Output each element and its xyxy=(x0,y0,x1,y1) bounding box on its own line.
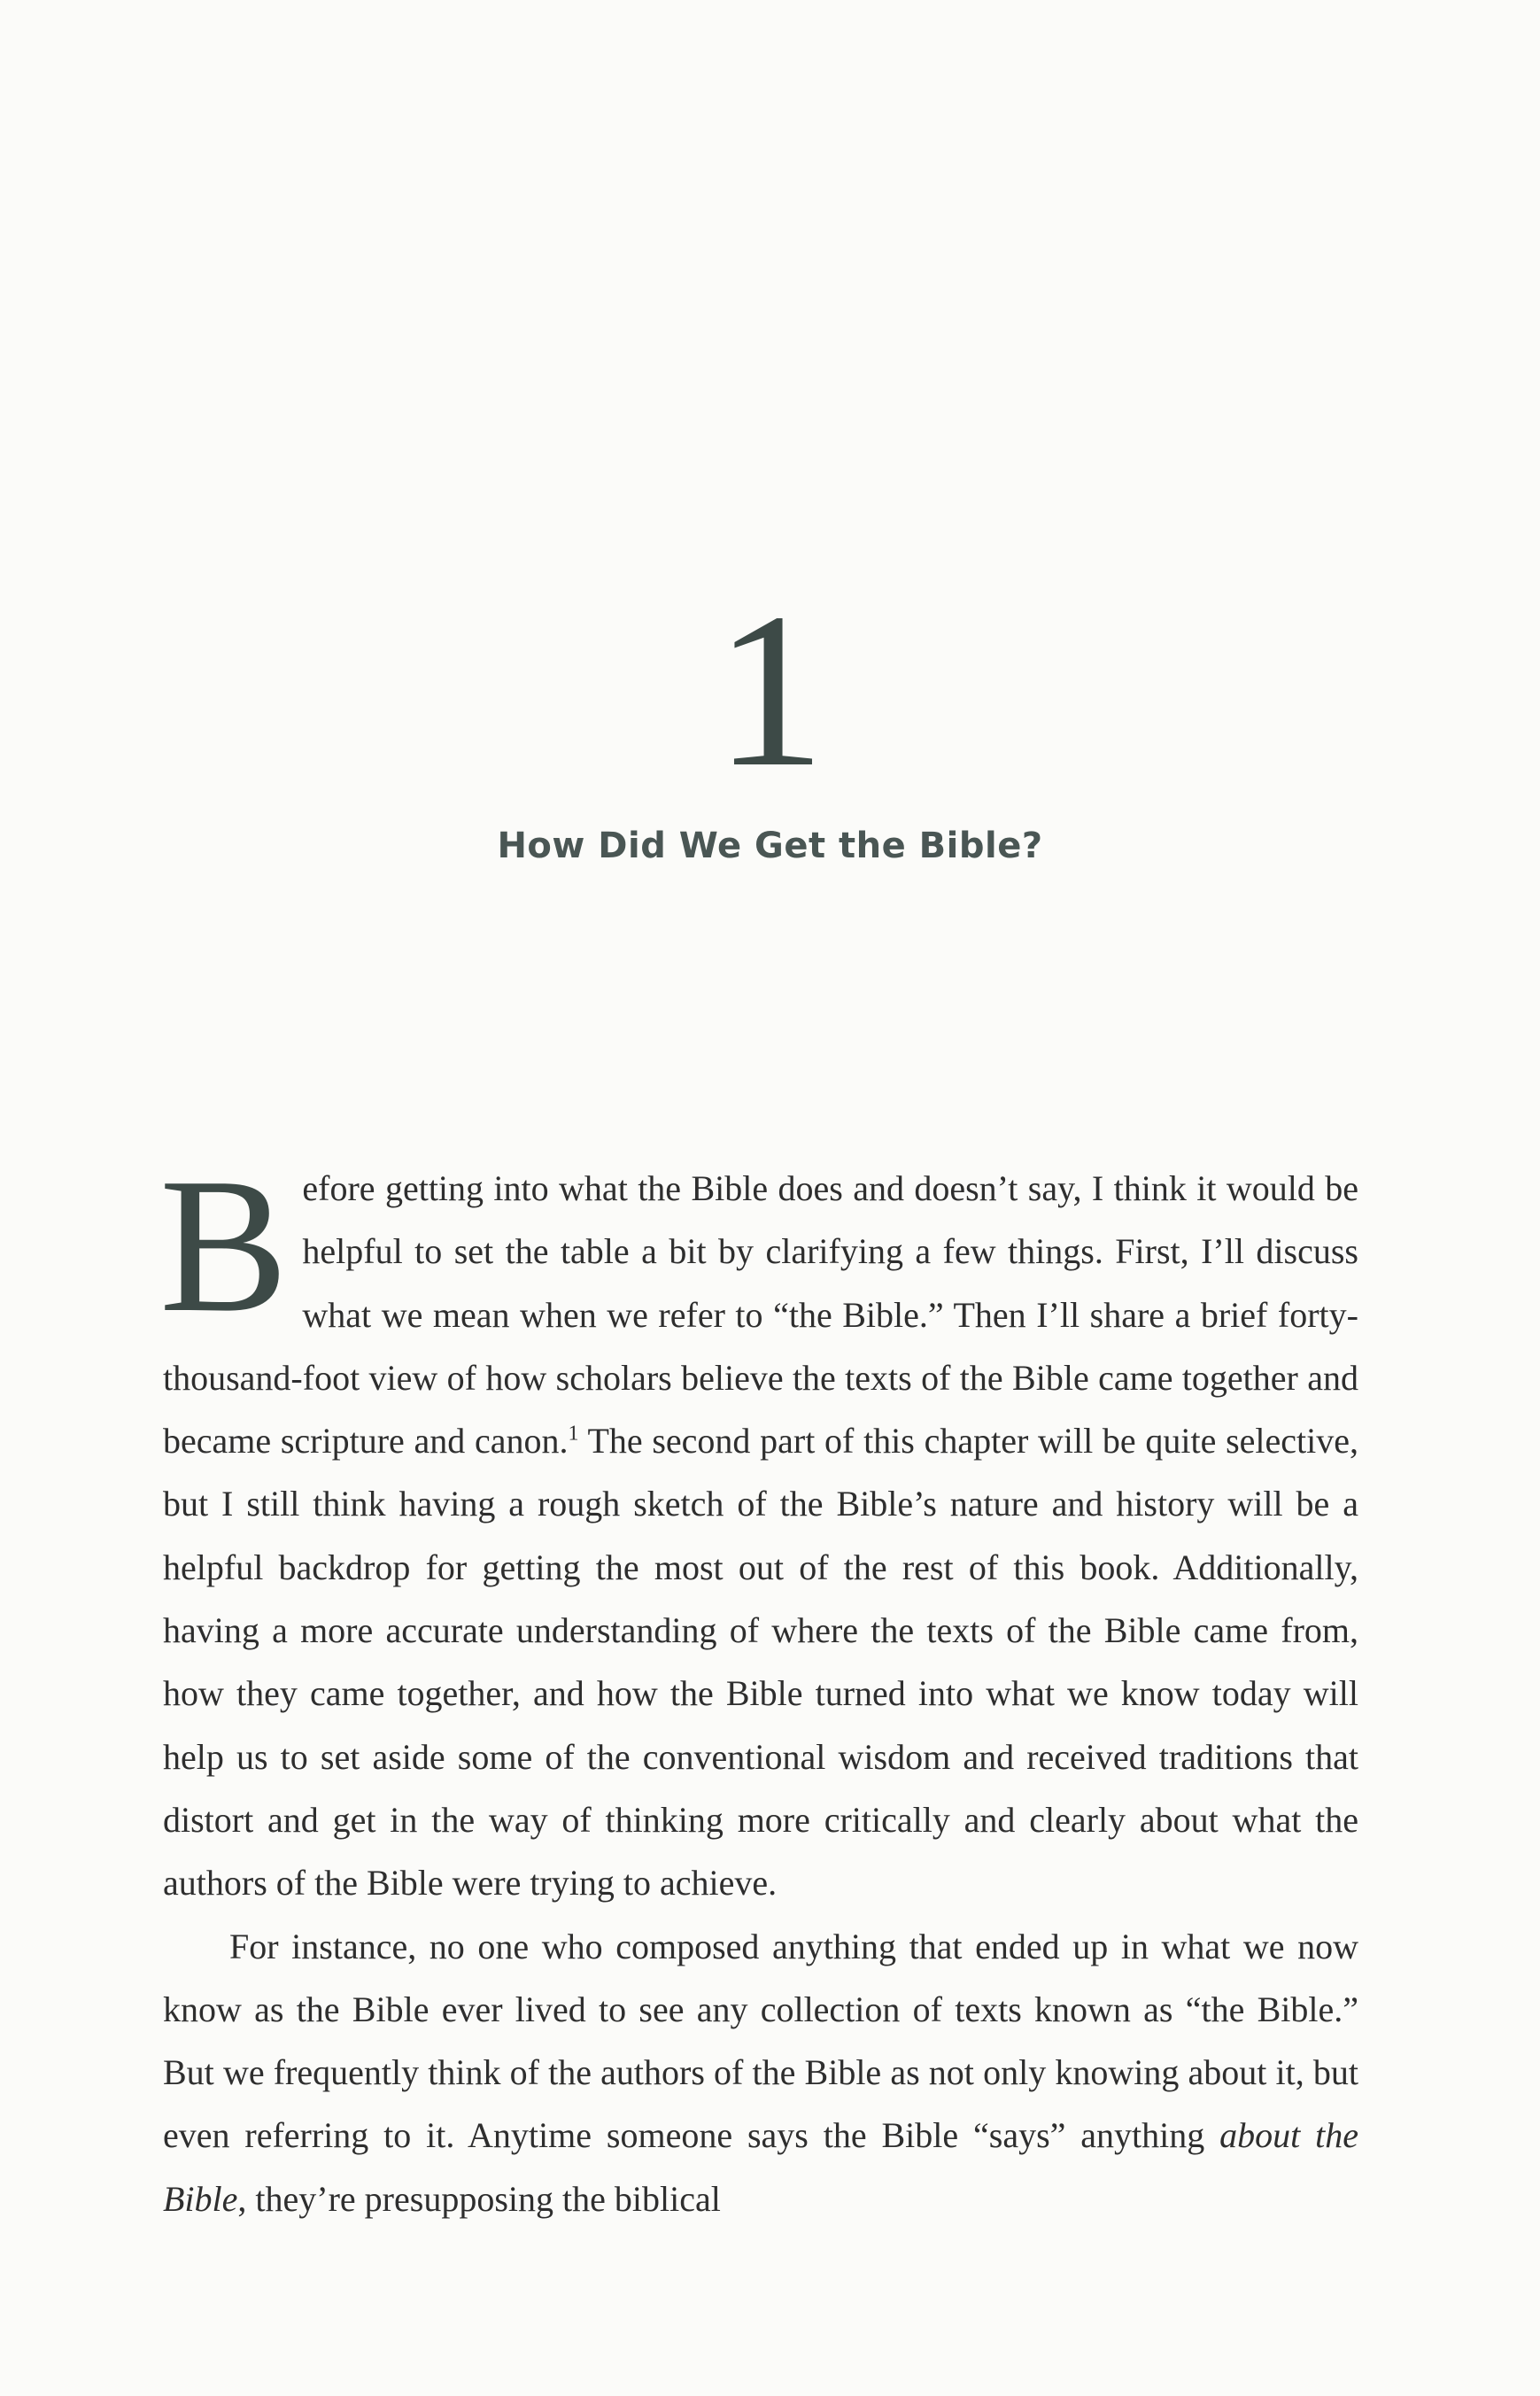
chapter-number: 1 xyxy=(715,568,825,813)
drop-cap: B xyxy=(159,1139,289,1353)
paragraph-2-text-b: , they’re presupposing the biblical xyxy=(237,2178,721,2219)
paragraph-1 xyxy=(159,1139,1358,1915)
chapter-title: How Did We Get the Bible? xyxy=(497,826,1043,866)
paragraph-2-italic: about the Bible xyxy=(163,2115,1358,2219)
paragraph-1-text-a: efore getting into what the Bible does and doesn’t say, I think it would be helpful to set the table a bit by clarifying a few things. First, I’ll discuss what we mean when we refer to “the Bible.” Then I’ll share a brief forty-thousand-foot view of how scholars believe the texts of the Bible came together and became scripture and canon. xyxy=(163,1168,1358,1462)
paragraph-2 xyxy=(163,1915,1358,2230)
paragraph-1-text-b: The second part of this chapter will be quite selective, but I still think having a rough sketch of the Bible’s nature and history will be a helpful backdrop for getting the most out of the rest of this book. Additionally, having a more accurate understanding of where the texts of the Bible came from, how they came together, and how the Bible turned into what we know today will help us to set aside some of the conventional wisdom and received traditions that distort and get in the way of thinking more critically and clearly about what the authors of the Bible were trying to achieve. xyxy=(163,1421,1358,1904)
chapter-body xyxy=(159,1139,1358,2230)
footnote-reference: 1 xyxy=(568,1422,579,1446)
paragraph-2-text-a: For instance, no one who composed anything that ended up in what we now know as the Bible ever lived to see any collection of texts known as “the Bible.” But we frequently think of the authors of the Bible as not only knowing about it, but even referring to it. Anytime someone says the Bible “says” anything xyxy=(163,1926,1358,2156)
